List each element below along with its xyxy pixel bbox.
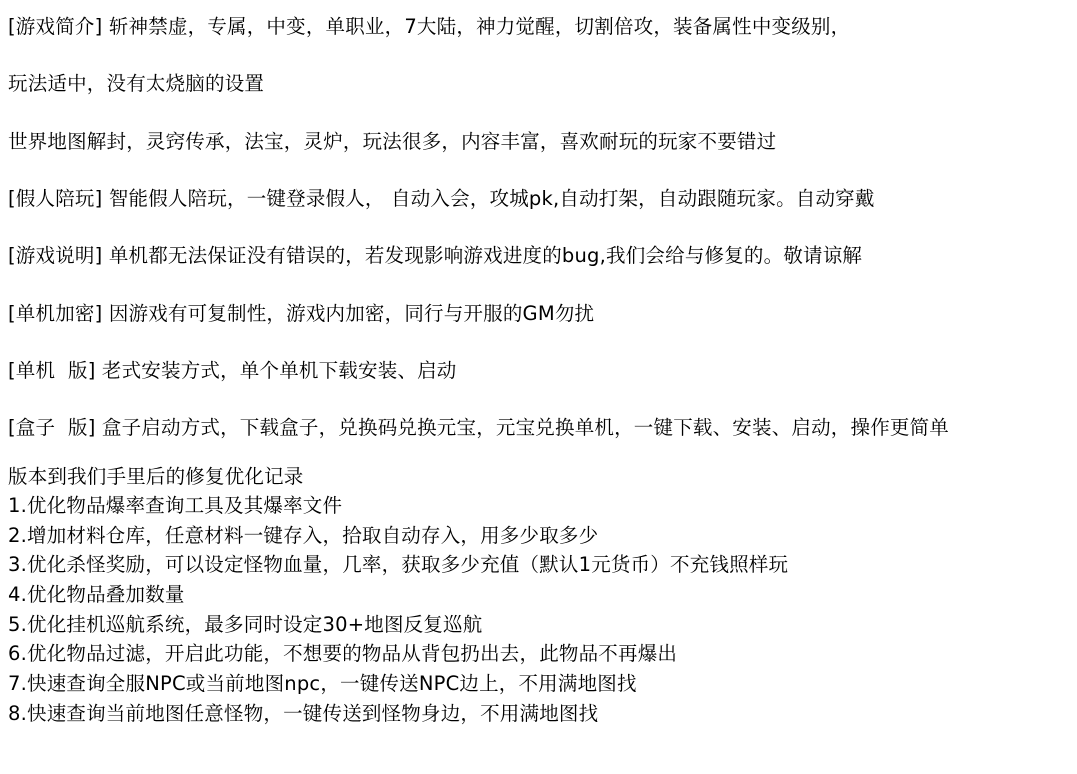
changelog-title: 版本到我们手里后的修复优化记录: [8, 464, 304, 488]
worldmap-paragraph: 世界地图解封，灵窍传承，法宝，灵炉，玩法很多，内容丰富，喜欢耐玩的玩家不要错过: [8, 129, 777, 153]
standalone-version-paragraph: [单机 版] 老式安装方式，单个单机下载安装、启动: [8, 358, 457, 382]
box-version-paragraph: [盒子 版] 盒子启动方式，下载盒子，兑换码兑换元宝，元宝兑换单机，一键下载、安装、启动，操作更简单: [8, 416, 950, 440]
changelog-item: 1.优化物品爆率查询工具及其爆率文件: [8, 494, 343, 518]
changelog-item: 4.优化物品叠加数量: [8, 583, 185, 606]
bot-companion-paragraph: [假人陪玩] 智能假人陪玩，一键登录假人， 自动入会，攻城pk,自动打架，自动跟随玩家。自动穿戴: [8, 186, 875, 210]
gameplay-paragraph: 玩法适中，没有太烧脑的设置: [8, 72, 265, 96]
changelog-item: 3.优化杀怪奖励，可以设定怪物血量，几率，获取多少充值（默认1元货币）不充钱照样玩: [8, 553, 789, 577]
changelog-item: 6.优化物品过滤，开启此功能，不想要的物品从背包扔出去，此物品不再爆出: [8, 642, 678, 666]
changelog-item: 8.快速查询当前地图任意怪物，一键传送到怪物身边，不用满地图找: [8, 701, 599, 725]
changelog-section: [8, 462, 1069, 729]
intro-paragraph: [游戏简介] 斩神禁虚，专属，中变，单职业，7大陆，神力觉醒，切割倍攻，装备属性中变级别，: [8, 15, 851, 38]
game-notes-paragraph: [游戏说明] 单机都无法保证没有错误的，若发现影响游戏进度的bug,我们会给与修复的。敬请谅解: [8, 244, 863, 268]
changelog-item: 5.优化挂机巡航系统，最多同时设定30+地图反复巡航: [8, 612, 483, 636]
changelog-item: 2.增加材料仓库，任意材料一键存入，拾取自动存入，用多少取多少: [8, 523, 599, 547]
encryption-paragraph: [单机加密] 因游戏有可复制性，游戏内加密，同行与开服的GM勿扰: [8, 301, 595, 325]
changelog-item: 7.快速查询全服NPC或当前地图npc，一键传送NPC边上，不用满地图找: [8, 671, 637, 695]
